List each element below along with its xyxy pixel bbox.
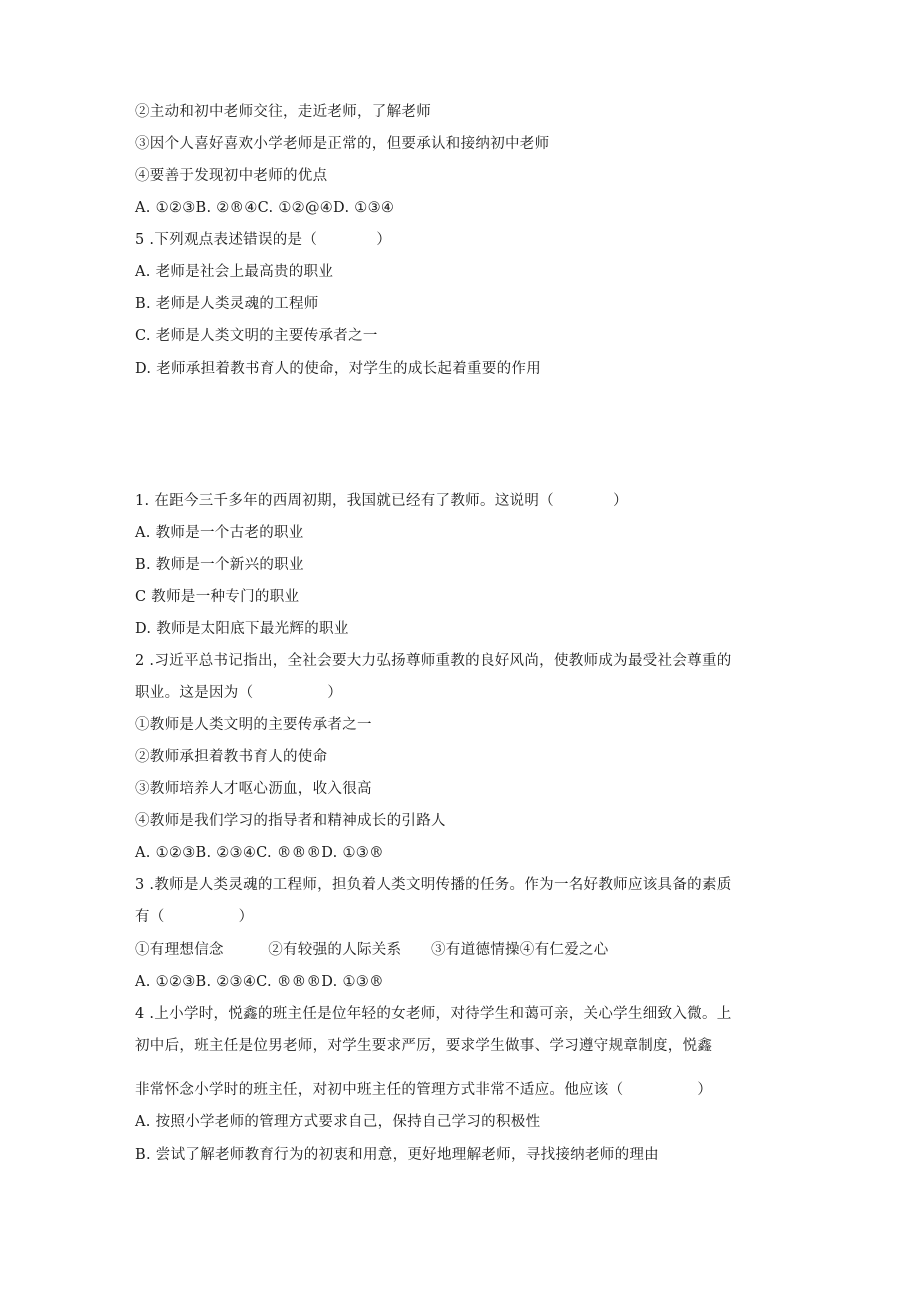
s2-q4-stem-line3: 非常怀念小学时的班主任，对初中班主任的管理方式非常不适应。他应该（ ） bbox=[135, 1082, 713, 1098]
prev-option-2: ②主动和初中老师交往，走近老师，了解老师 bbox=[135, 104, 431, 120]
prev-answer-choices: A. ①②③B. ②®④C. ①②@④D. ①③④ bbox=[135, 200, 395, 216]
q5-option-d: D. 老师承担着教书育人的使命，对学生的成长起着重要的作用 bbox=[135, 361, 542, 377]
s2-q4-stem-line2: 初中后，班主任是位男老师，对学生要求严厉，要求学生做事、学习遵守规章制度，悦鑫 bbox=[135, 1038, 713, 1054]
s2-q2-item-1: ①教师是人类文明的主要传承者之一 bbox=[135, 717, 372, 733]
q5-stem: 5 .下列观点表述错误的是（ ） bbox=[135, 232, 392, 248]
q5-option-b: B. 老师是人类灵魂的工程师 bbox=[135, 296, 319, 312]
s2-q3-answer-choices: A. ①②③B. ②③④C. ®®®D. ①③® bbox=[135, 974, 384, 990]
s2-q3-stem-line2: 有（ ） bbox=[135, 909, 254, 925]
s2-q1-option-b: B. 教师是一个新兴的职业 bbox=[135, 557, 304, 573]
s2-q1-option-c: C 教师是一种专门的职业 bbox=[135, 589, 300, 605]
s2-q1-option-a: A. 教师是一个古老的职业 bbox=[135, 525, 304, 541]
s2-q1-stem: 1. 在距今三千多年的西周初期，我国就已经有了教师。这说明（ ） bbox=[135, 493, 628, 509]
s2-q4-option-a: A. 按照小学老师的管理方式要求自己，保持自己学习的积极性 bbox=[135, 1114, 541, 1130]
s2-q2-item-2: ②教师承担着教书育人的使命 bbox=[135, 749, 328, 765]
prev-option-4: ④要善于发现初中老师的优点 bbox=[135, 168, 328, 184]
s2-q4-option-b: B. 尝试了解老师教育行为的初衷和用意，更好地理解老师，寻找接纳老师的理由 bbox=[135, 1147, 659, 1163]
q5-option-a: A. 老师是社会上最高贵的职业 bbox=[135, 264, 334, 280]
prev-option-3: ③因个人喜好喜欢小学老师是正常的，但要承认和接纳初中老师 bbox=[135, 136, 550, 152]
s2-q2-item-3: ③教师培养人才呕心沥血，收入很高 bbox=[135, 781, 372, 797]
s2-q1-option-d: D. 教师是太阳底下最光辉的职业 bbox=[135, 621, 349, 637]
s2-q2-stem-line2: 职业。这是因为（ ） bbox=[135, 685, 343, 701]
s2-q3-items: ①有理想信念 ②有较强的人际关系 ③有道德情操④有仁爱之心 bbox=[135, 942, 609, 958]
s2-q3-stem-line1: 3 .教师是人类灵魂的工程师，担负着人类文明传播的任务。作为一名好教师应该具备的素质 bbox=[135, 877, 732, 893]
s2-q2-item-4: ④教师是我们学习的指导者和精神成长的引路人 bbox=[135, 813, 446, 829]
s2-q2-stem-line1: 2 .习近平总书记指出，全社会要大力弘扬尊师重教的良好风尚，使教师成为最受社会尊重的 bbox=[135, 653, 732, 669]
q5-option-c: C. 老师是人类文明的主要传承者之一 bbox=[135, 328, 378, 344]
s2-q2-answer-choices: A. ①②③B. ②③④C. ®®®D. ①③® bbox=[135, 845, 384, 861]
s2-q4-stem-line1: 4 .上小学时，悦鑫的班主任是位年轻的女老师，对待学生和蔼可亲，关心学生细致入微。上 bbox=[135, 1006, 732, 1022]
